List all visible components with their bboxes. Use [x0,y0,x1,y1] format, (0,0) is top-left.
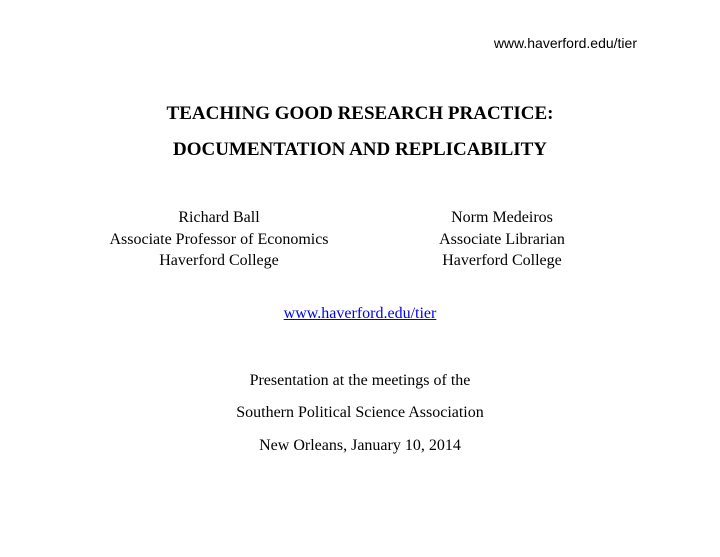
author-block-ball [88,207,350,272]
author-affiliation: Haverford College [159,252,279,269]
presentation-line-1: Presentation at the meetings of the [249,372,471,389]
author-name: Norm Medeiros [451,209,553,226]
title-line-2: DOCUMENTATION AND REPLICABILITY [172,139,548,160]
author-role: Associate Librarian [439,230,565,248]
author-affiliation: Haverford College [442,252,562,269]
title-line-1: TEACHING GOOD RESEARCH PRACTICE: [166,103,554,124]
presentation-line-2: Southern Political Science Association [236,404,484,421]
author-block-medeiros [412,207,592,272]
author-role: Associate Professor of Economics [109,230,329,248]
author-name: Richard Ball [178,209,260,226]
link-block [0,304,720,324]
tier-website-link[interactable]: www.haverford.edu/tier [283,305,437,322]
header-url: www.haverford.edu/tier [493,35,637,51]
presentation-line-3: New Orleans, January 10, 2014 [259,437,461,454]
